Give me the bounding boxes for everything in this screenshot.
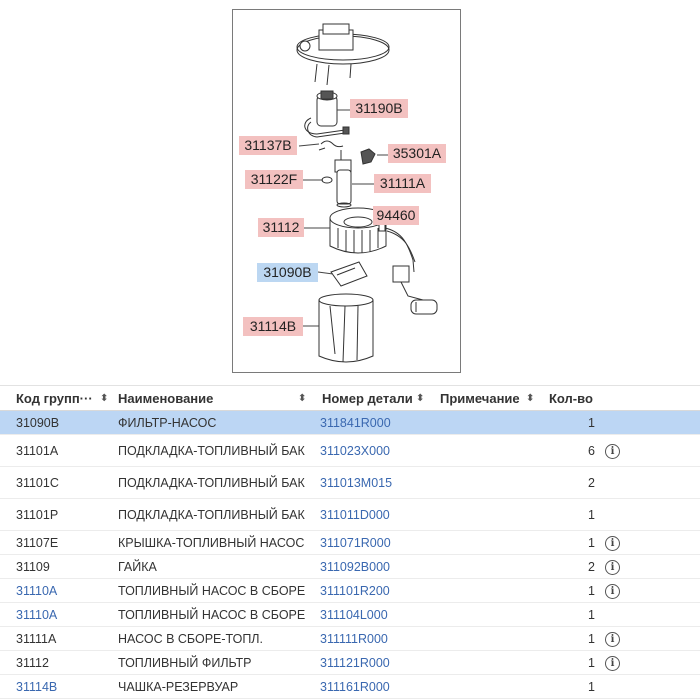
part-number-link[interactable]: 311023X000 [320,443,390,458]
qty-cell: 1 [588,507,595,522]
part-number-link[interactable]: 311841R000 [320,415,391,430]
qty-cell: 1 [588,535,595,550]
table-row[interactable] [0,627,700,651]
sort-icon[interactable]: ⬍ [416,393,425,404]
table-row[interactable] [0,467,700,499]
name-cell: ЧАШКА-РЕЗЕРВУАР [118,679,239,694]
sort-icon[interactable]: ⬍ [526,393,535,404]
callout-31111a[interactable]: 31111A [374,174,431,193]
name-cell: ТОПЛИВНЫЙ НАСОС В СБОРЕ [118,607,306,622]
part-number-link[interactable]: 311104L000 [320,607,388,622]
name-cell: ГАЙКА [118,559,157,574]
group-code-cell: 31112 [16,655,49,670]
qty-cell: 6 [588,443,595,458]
info-icon[interactable]: i [605,656,620,671]
part-number-link[interactable]: 311013M015 [320,475,393,490]
clip-31137b-drawing [319,141,343,150]
name-cell: ПОДКЛАДКА-ТОПЛИВНЫЙ БАК [118,475,305,490]
table-row[interactable] [0,411,700,435]
callout-31090b[interactable]: 31090B [257,263,318,282]
group-code-cell[interactable]: 31114B [16,679,58,694]
group-code-cell: 31107E [16,535,59,550]
column-header-note[interactable]: Примечание [440,391,520,406]
qty-cell: 1 [588,679,595,694]
part-number-link[interactable]: 311111R000 [320,631,388,646]
sort-icon[interactable]: ⬍ [100,393,109,404]
group-code-cell[interactable]: 31110A [16,583,58,598]
qty-cell: 1 [588,607,595,622]
table-body [0,411,700,699]
callout-31114b[interactable]: 31114B [243,317,303,336]
parts-diagram [232,9,461,373]
table-row[interactable] [0,579,700,603]
table-row[interactable] [0,499,700,531]
name-cell: ПОДКЛАДКА-ТОПЛИВНЫЙ БАК [118,443,305,458]
group-code-cell[interactable]: 31110A [16,607,58,622]
group-code-cell: 31101P [16,507,59,522]
table-row[interactable] [0,555,700,579]
group-code-cell: 31111A [16,631,57,646]
group-code-cell: 31109 [16,559,50,574]
name-cell: КРЫШКА-ТОПЛИВНЫЙ НАСОС [118,535,305,550]
column-header-part-number[interactable]: Номер детали [322,391,413,406]
callout-94460[interactable]: 94460 [373,206,419,225]
info-icon[interactable]: i [605,536,620,551]
pump-body-drawing [322,150,351,207]
name-cell: ТОПЛИВНЫЙ ФИЛЬТР [118,655,252,670]
part-number-link[interactable]: 311121R000 [320,655,390,670]
sort-icon[interactable]: ⬍ [298,393,307,404]
table-header [0,385,700,411]
part-number-link[interactable]: 311071R000 [320,535,391,550]
info-icon[interactable]: i [605,632,620,647]
table-row[interactable] [0,651,700,675]
info-icon[interactable]: i [605,444,620,459]
wire-harness-94460-drawing [379,223,437,314]
part-number-link[interactable]: 311011D000 [320,507,390,522]
parts-table [0,385,700,700]
reservoir-cup-31114b-drawing [319,294,373,362]
group-code-cell: 31101C [16,475,59,490]
name-cell: ТОПЛИВНЫЙ НАСОС В СБОРЕ [118,583,306,598]
qty-cell: 1 [588,415,595,430]
filter-31190b-drawing [305,91,349,137]
part-number-link[interactable]: 311101R200 [320,583,390,598]
table-row[interactable] [0,435,700,467]
part-number-link[interactable]: 311161R000 [320,679,390,694]
info-icon[interactable]: i [605,584,620,599]
table-row[interactable] [0,603,700,627]
column-header-group-code[interactable]: Код групп··· [16,391,93,406]
table-row[interactable] [0,675,700,699]
callout-35301a[interactable]: 35301A [388,144,446,163]
filter-pump-31090b-drawing [331,262,367,286]
callout-31122f[interactable]: 31122F [245,170,303,189]
group-code-cell: 31090B [16,415,60,430]
name-cell: ФИЛЬТР-НАСОС [118,415,217,430]
column-header-qty[interactable]: Кол-во [549,391,593,406]
pump-cover-drawing [297,24,389,85]
qty-cell: 1 [588,631,595,646]
callout-31112[interactable]: 31112 [258,218,304,237]
qty-cell: 2 [588,559,595,574]
part-number-link[interactable]: 311092B000 [320,559,390,574]
column-header-name[interactable]: Наименование [118,391,214,406]
info-icon[interactable]: i [605,560,620,575]
group-code-cell: 31101A [16,443,59,458]
qty-cell: 1 [588,583,595,598]
qty-cell: 2 [588,475,595,490]
name-cell: ПОДКЛАДКА-ТОПЛИВНЫЙ БАК [118,507,305,522]
table-row[interactable] [0,531,700,555]
name-cell: НАСОС В СБОРЕ-ТОПЛ. [118,631,263,646]
connector-35301a-drawing [361,149,375,164]
qty-cell: 1 [588,655,595,670]
callout-31137b[interactable]: 31137B [239,136,297,155]
callout-31190b[interactable]: 31190B [350,99,408,118]
